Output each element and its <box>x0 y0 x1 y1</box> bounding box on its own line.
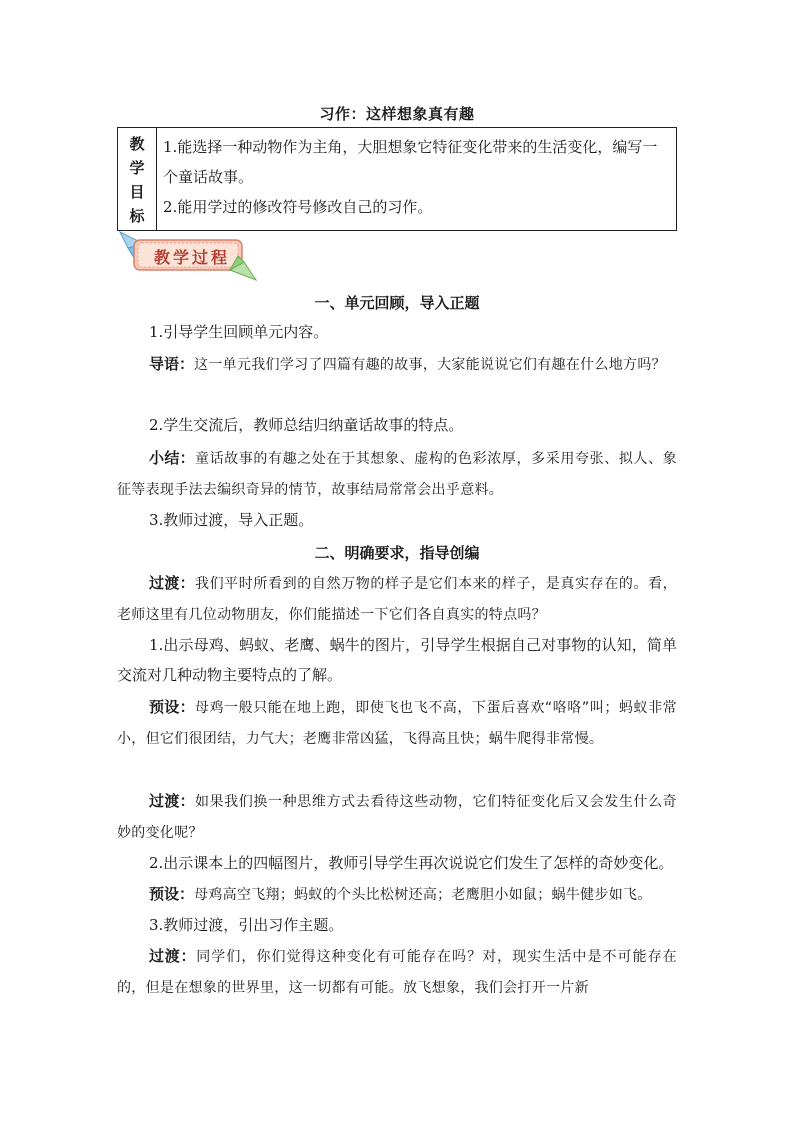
paragraph <box>117 941 677 1003</box>
paragraph: 2.学生交流后，教师总结归纳童话故事的特点。 <box>149 416 464 434</box>
badge-label: 教学过程 <box>153 248 230 267</box>
goal-label-char: 目 <box>129 183 145 201</box>
paragraph <box>117 786 677 848</box>
section-heading: 二、明确要求，指导创编 <box>314 544 480 562</box>
goal-label-char: 标 <box>129 207 145 225</box>
paragraph-text: 童话故事的有趣之处在于其想象、虚构的色彩浓厚，多采用夸张、拟人、象征等表现手法去编织奇异的情节，故事结局常常会出乎意料。 <box>117 451 677 498</box>
paragraph: 3.教师过渡，导入正题。 <box>149 511 314 529</box>
paragraph-text: 母鸡高空飞翔；蚂蚁的个头比松树还高；老鹰胆小如鼠；蜗牛健步如飞。 <box>194 887 652 903</box>
paragraph-text: 如果我们换一种思维方式去看待这些动物，它们特征变化后又会发生什么奇妙的变化呢？ <box>117 794 677 841</box>
paragraph <box>117 349 677 380</box>
goal-item-number: 2. <box>163 198 178 216</box>
teaching-process-badge <box>118 228 258 284</box>
teaching-goals-content <box>157 128 677 231</box>
paragraph-text: 这一单元我们学习了四篇有趣的故事，大家能说说它们有趣在什么地方吗？ <box>194 357 666 373</box>
teaching-goals-table <box>117 127 677 231</box>
goal-item <box>163 192 672 222</box>
goal-item-number: 1. <box>163 138 178 156</box>
paragraph-label: 过渡： <box>149 947 197 965</box>
section-heading: 一、单元回顾，导入正题 <box>314 294 480 312</box>
paragraph-text: 同学们，你们觉得这种变化有可能存在吗？对，现实生活中是不可能存在的，但是在想象的世界里，这一切都有可能。放飞想象，我们会打开一片新 <box>117 949 677 996</box>
paragraph: 1.引导学生回顾单元内容。 <box>149 323 329 341</box>
goal-item-text: 能选择一种动物作为主角，大胆想象它特征变化带来的生活变化，编写一个童话故事。 <box>163 138 658 186</box>
paragraph-label: 预设： <box>149 885 195 903</box>
paragraph: 3.教师过渡，引出习作主题。 <box>149 916 344 934</box>
paragraph: 1.出示母鸡、蚂蚁、老鹰、蜗牛的图片，引导学生根据自己对事物的认知，简单交流对几种动物主要特点的了解。 <box>117 636 677 684</box>
goal-label-char: 教 <box>129 135 145 153</box>
paragraph-label: 过渡： <box>149 574 195 592</box>
paragraph-text: 我们平时所看到的自然万物的样子是它们本来的样子，是真实存在的。看，老师这里有几位动物朋友，你们能描述一下它们各自真实的特点吗？ <box>117 576 677 623</box>
teaching-goals-label <box>118 128 157 231</box>
paragraph-label: 过渡： <box>149 792 195 810</box>
goal-item <box>163 132 672 192</box>
goal-item-text: 能用学过的修改符号修改自己的习作。 <box>177 198 433 216</box>
paragraph-label: 预设： <box>149 698 195 716</box>
paragraph <box>117 692 677 754</box>
paragraph: 2.出示课本上的四幅图片，教师引导学生再次说说它们发生了怎样的奇妙变化。 <box>149 854 674 872</box>
document-title: 习作：这样想象真有趣 <box>319 105 475 123</box>
paragraph <box>117 879 677 910</box>
paragraph-label: 小结： <box>149 449 195 467</box>
paragraph-label: 导语： <box>149 355 195 373</box>
paragraph-text: 母鸡一般只能在地上跑，即使飞也飞不高，下蛋后喜欢“咯咯”叫；蚂蚁非常小，但它们很团结，力气大；老鹰非常凶猛，飞得高且快；蜗牛爬得非常慢。 <box>117 700 677 747</box>
paragraph <box>117 568 677 630</box>
paragraph <box>117 443 677 505</box>
goal-label-char: 学 <box>129 159 145 177</box>
